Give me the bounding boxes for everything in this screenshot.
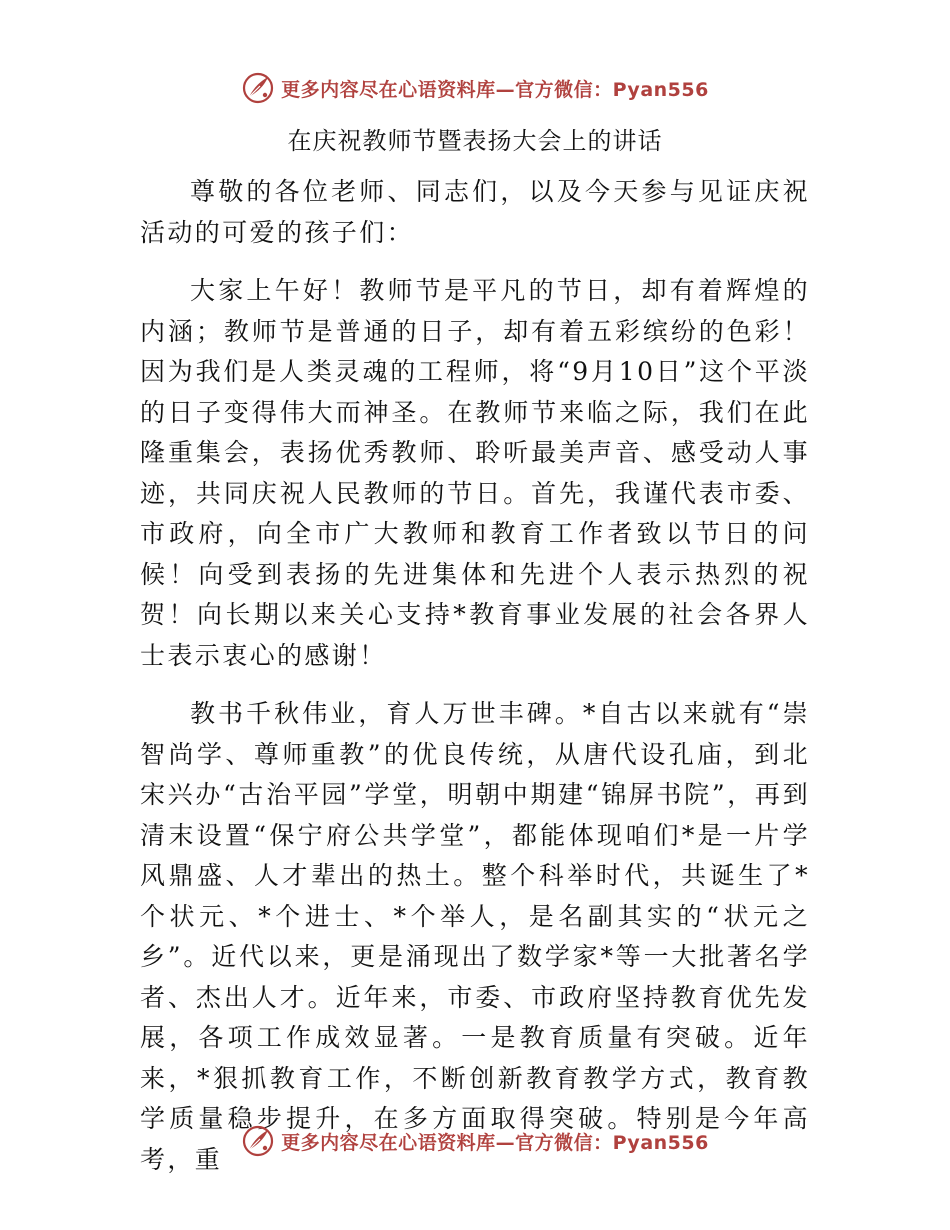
feather-quill-logo-icon [241, 1124, 275, 1158]
body-paragraph: 大家上午好！教师节是平凡的节日，却有着辉煌的内涵；教师节是普通的日子，却有着五彩缤纷的色彩！因为我们是人类灵魂的工程师，将“9月10日”这个平淡的日子变得伟大而神圣。在教师节来临之际，我们在此隆重集会，表扬优秀教师、聆听最美声音、感受动人事迹，共同庆祝人民教师的节日。首先，我谨代表市委、市政府，向全市广大教师和教育工作者致以节日的问候！向受到表扬的先进集体和先进个人表示热烈的祝贺！向长期以来关心支持*教育事业发展的社会各界人士表示衷心的感谢！ [140, 276, 810, 670]
footer-watermark [0, 1121, 950, 1161]
watermark-text: 更多内容尽在心语资料库—官方微信：Pyan556 [281, 1131, 709, 1154]
document-title: 在庆祝教师节暨表扬大会上的讲话 [287, 127, 663, 155]
watermark-text: 更多内容尽在心语资料库—官方微信：Pyan556 [281, 78, 709, 101]
document-body [140, 172, 810, 1198]
body-paragraph: 教书千秋伟业，育人万世丰碑。*自古以来就有“崇智尚学、尊师重教”的优良传统，从唐代设孔庙，到北宋兴办“古治平园”学堂，明朝中期建“锦屏书院”，再到清末设置“保宁府公共学堂”，都能体现咱们*是一片学风鼎盛、人才辈出的热土。整个科举时代，共诞生了*个状元、*个进士、*个举人，是名副其实的“状元之乡”。近代以来，更是涌现出了数学家*等一大批著名学者、杰出人才。近年来，市委、市政府坚持教育优先发展，各项工作成效显著。一是教育质量有突破。近年来，*狠抓教育工作，不断创新教育教学方式，教育教学质量稳步提升，在多方面取得突破。特别是今年高考，重 [140, 699, 810, 1174]
salutation-paragraph: 尊敬的各位老师、同志们，以及今天参与见证庆祝活动的可爱的孩子们： [140, 177, 810, 247]
feather-quill-logo-icon [241, 71, 275, 105]
header-watermark [0, 68, 950, 108]
